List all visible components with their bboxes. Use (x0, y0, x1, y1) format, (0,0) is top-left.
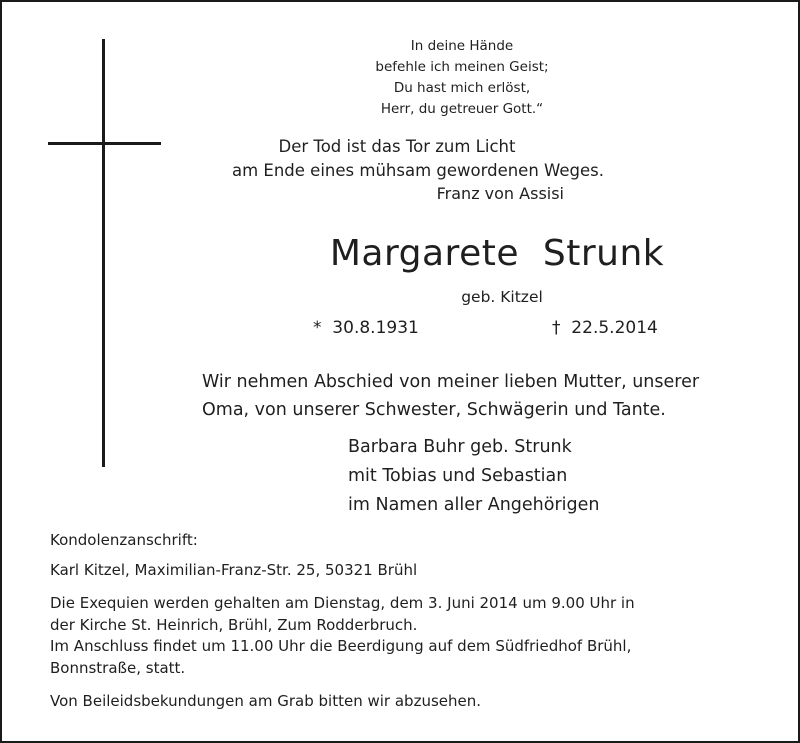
farewell-line: Wir nehmen Abschied von meiner lieben Mutter, unserer (202, 372, 700, 392)
funeral-details (50, 593, 635, 679)
condolence-label: Kondolenzanschrift: (50, 531, 198, 549)
quote-line: am Ende eines mühsam gewordenen Weges. (232, 161, 604, 180)
quote (232, 135, 604, 183)
verse-line: In deine Hände (410, 38, 514, 54)
mourners (348, 433, 600, 520)
verse-line: befehle ich meinen Geist; (375, 59, 549, 75)
funeral-line: Im Anschluss findet um 11.00 Uhr die Beerdigung auf dem Südfriedhof Brühl, (50, 637, 632, 655)
farewell-line: Oma, von unserer Schwester, Schwägerin und Tante. (202, 400, 666, 420)
maiden-name: geb. Kitzel (461, 288, 543, 306)
funeral-line: Die Exequien werden gehalten am Dienstag, dem 3. Juni 2014 um 9.00 Uhr in (50, 594, 635, 612)
birth-date: * 30.8.1931 (313, 318, 419, 338)
cross-icon-crossbar (48, 142, 161, 145)
condolence-address: Karl Kitzel, Maximilian-Franz-Str. 25, 50321 Brühl (50, 561, 418, 579)
mourner-line: im Namen aller Angehörigen (348, 495, 600, 515)
funeral-line: der Kirche St. Heinrich, Brühl, Zum Rodderbruch. (50, 615, 418, 634)
deceased-name: Margarete Strunk (329, 233, 665, 274)
cross-icon (102, 39, 105, 467)
mourner-line: mit Tobias und Sebastian (348, 466, 568, 486)
quote-line: Der Tod ist das Tor zum Licht (278, 137, 516, 156)
funeral-line: Bonnstraße, statt. (50, 658, 186, 677)
mourner-line: Barbara Buhr geb. Strunk (348, 437, 572, 457)
farewell-text (202, 368, 699, 424)
closing-note: Von Beileidsbekundungen am Grab bitten wir abzusehen. (50, 692, 482, 710)
verse-line: Herr, du getreuer Gott.“ (380, 101, 544, 117)
bible-verse (362, 36, 562, 120)
quote-author: Franz von Assisi (436, 184, 564, 203)
death-date: † 22.5.2014 (552, 318, 658, 338)
verse-line: Du hast mich erlöst, (393, 80, 531, 96)
